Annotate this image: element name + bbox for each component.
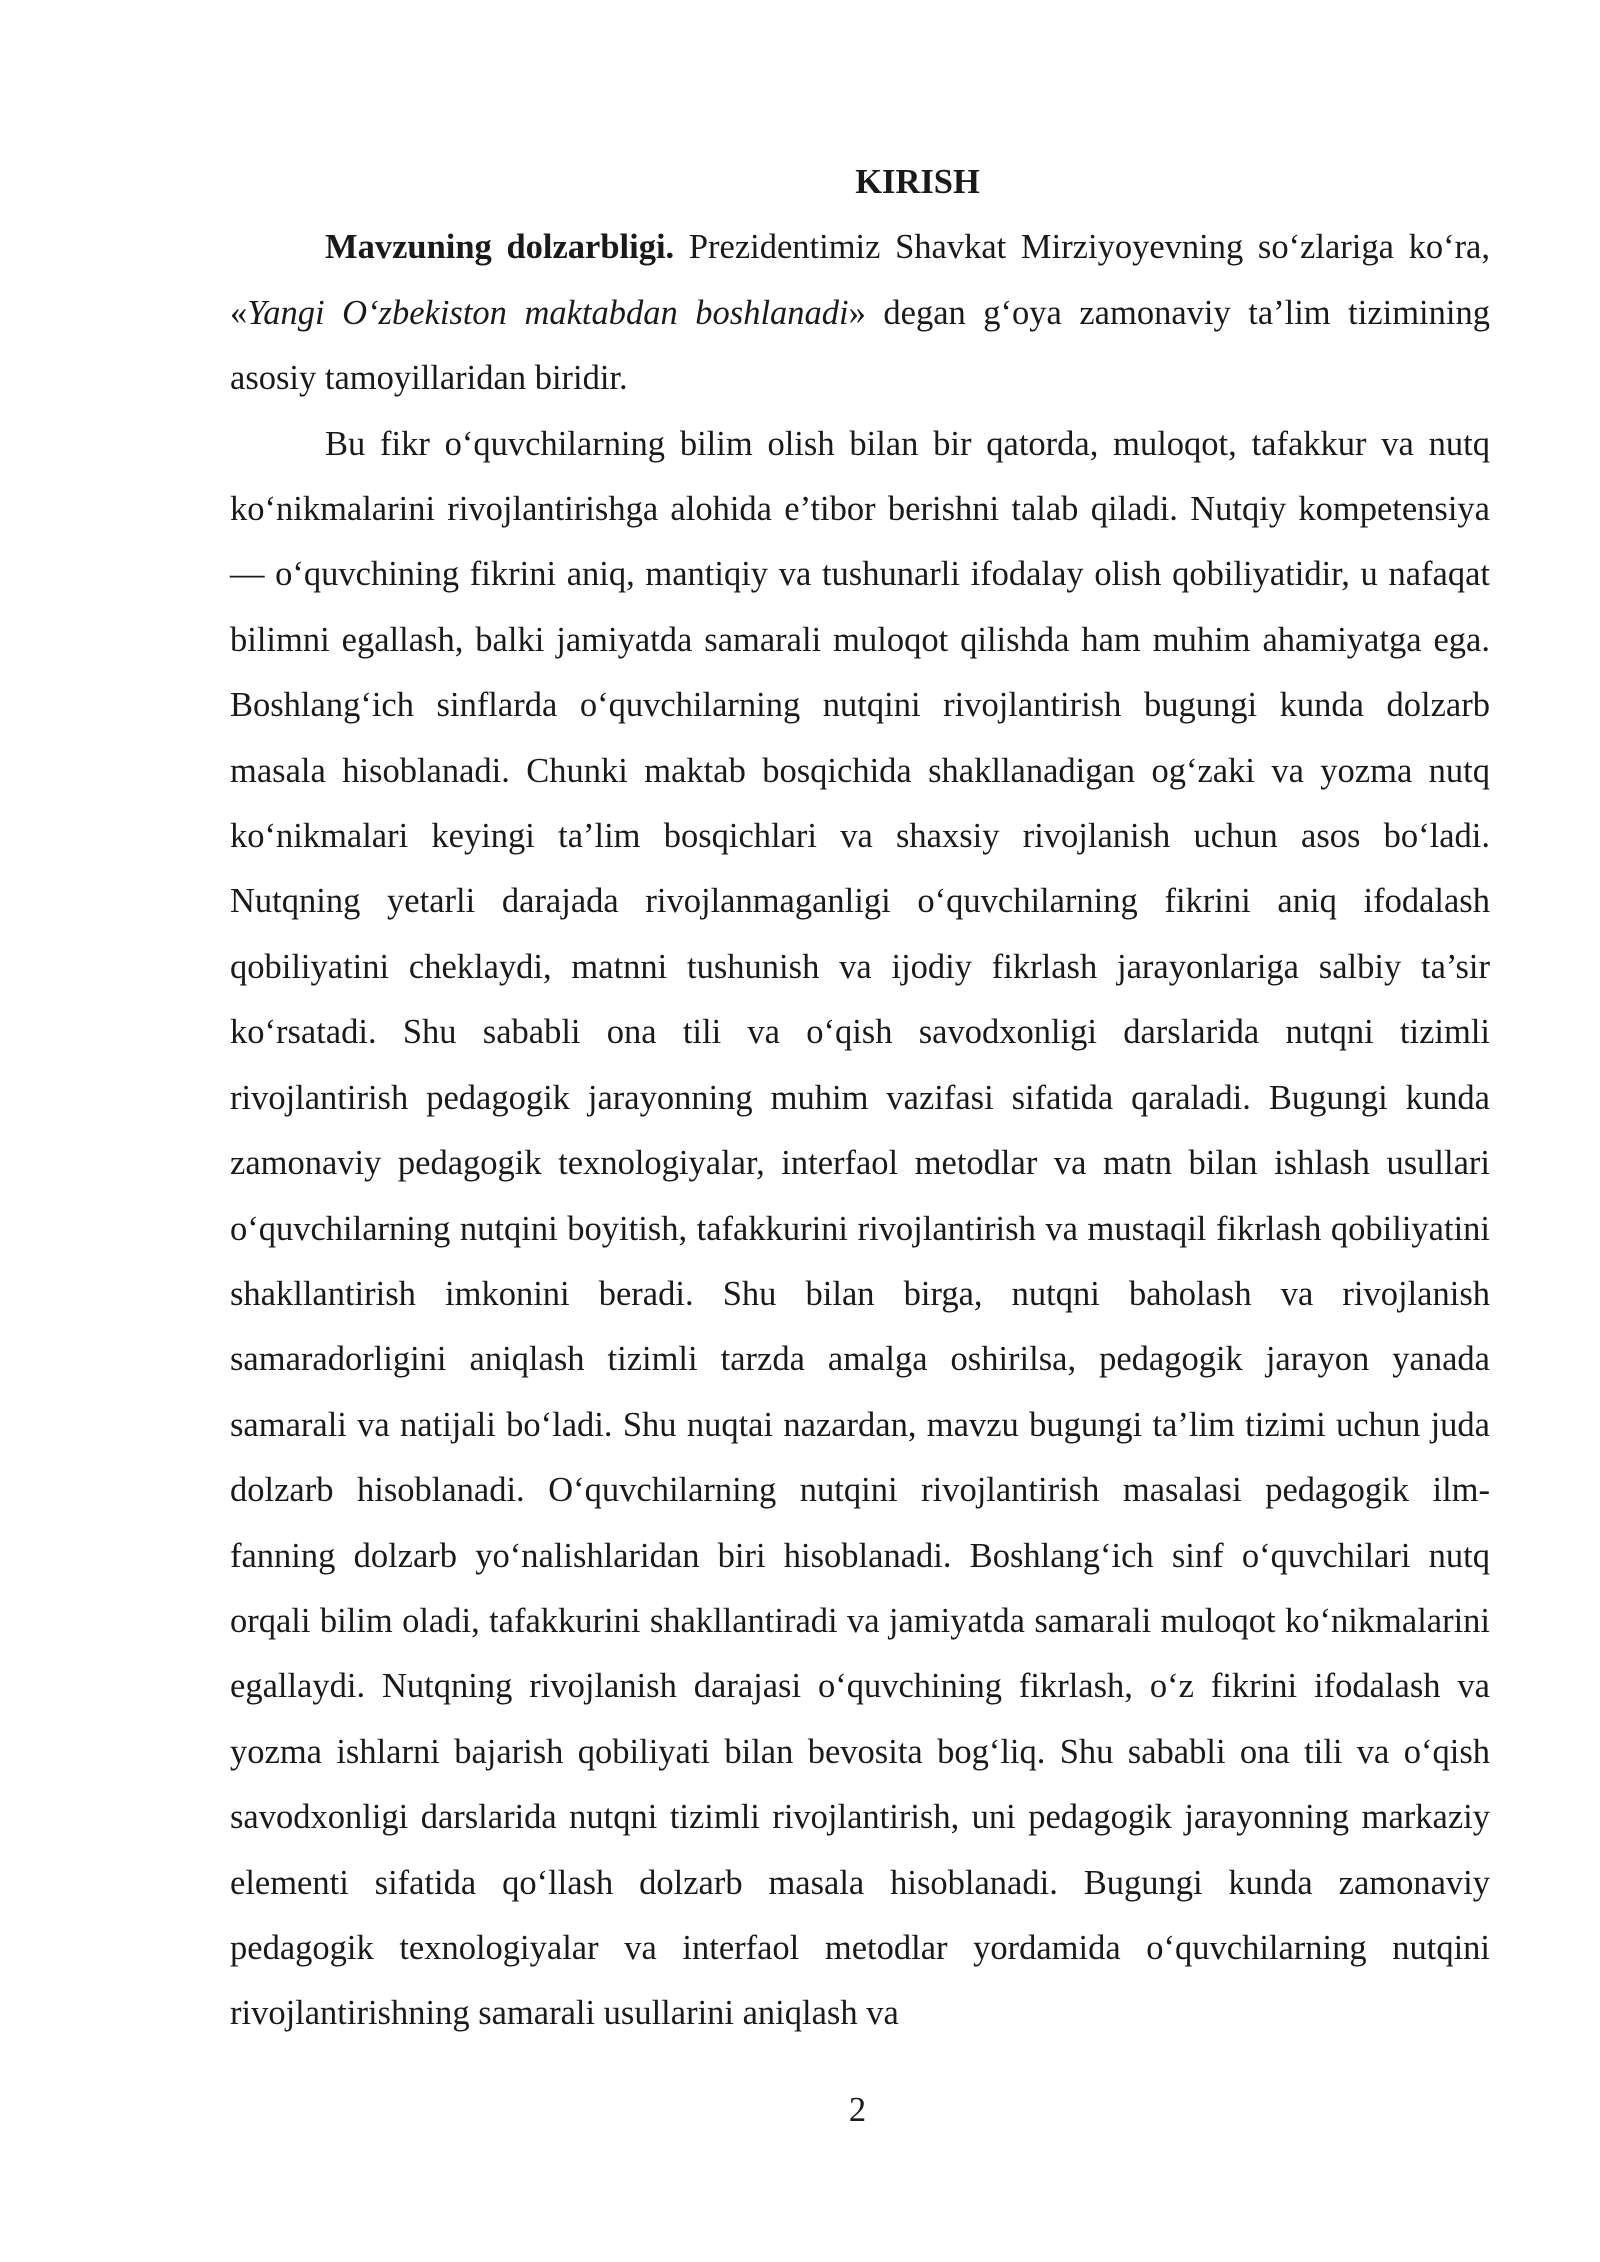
page-number: 2 xyxy=(848,2091,867,2129)
page-content xyxy=(230,150,1490,2047)
quoted-slogan: Yangi O‘zbekiston maktabdan boshlanadi xyxy=(247,293,849,332)
paragraph-relevance xyxy=(230,215,1490,411)
section-heading: KIRISH xyxy=(855,163,980,201)
paragraph-body: Bu fikr o‘quvchilarning bilim olish bilan bir qatorda, muloqot, tafakkur va nutq ko‘nikmalarini rivojlantirishga alohida e’tibor berishni talab qiladi. Nutqiy kompetensiya — o‘quvchining fikrini aniq, mantiqiy va tushunarli ifodalay olish qobiliyatidir, u nafaqat bilimni egallash, balki jamiyatda samarali muloqot qilishda ham muhim ahamiyatga ega. Boshlang‘ich sinflarda o‘quvchilarning nutqini rivojlantirish bugungi kunda dolzarb masala hisoblanadi. Chunki maktab bosqichida shakllanadigan og‘zaki va yozma nutq ko‘nikmalari keyingi ta’lim bosqichlari va shaxsiy rivojlanish uchun asos bo‘ladi. Nutqning yetarli darajada rivojlanmaganligi o‘quvchilarning fikrini aniq ifodalash qobiliyatini cheklaydi, matnni tushunish va ijodiy fikrlash jarayonlariga salbiy ta’sir ko‘rsatadi. Shu sababli ona tili va o‘qish savodxonligi darslarida nutqni tizimli rivojlantirish pedagogik jarayonning muhim vazifasi sifatida qaraladi. Bugungi kunda zamonaviy pedagogik texnologiyalar, interfaol metodlar va matn bilan ishlash usullari o‘quvchilarning nutqini boyitish, tafakkurini rivojlantirish va mustaqil fikrlash qobiliyatini shakllantirish imkonini beradi. Shu bilan birga, nutqni baholash va rivojlanish samaradorligini aniqlash tizimli tarzda amalga oshirilsa, pedagogik jarayon yanada samarali va natijali bo‘ladi. Shu nuqtai nazardan, mavzu bugungi ta’lim tizimi uchun juda dolzarb hisoblanadi. O‘quvchilarning nutqini rivojlantirish masalasi pedagogik ilm-fanning dolzarb yo‘nalishlaridan biri hisoblanadi. Boshlang‘ich sinf o‘quvchilari nutq orqali bilim oladi, tafakkurini shakllantiradi va jamiyatda samarali muloqot ko‘nikmalarini egallaydi. Nutqning rivojlanish darajasi o‘quvchining fikrlash, o‘z fikrini ifodalash va yozma ishlarni bajarish qobiliyati bilan bevosita bog‘liq. Shu sababli ona tili va o‘qish savodxonligi darslarida nutqni tizimli rivojlantirish, uni pedagogik jarayonning markaziy elementi sifatida qo‘llash dolzarb masala hisoblanadi. Bugungi kunda zamonaviy pedagogik texnologiyalar va interfaol metodlar yordamida o‘quvchilarning nutqini rivojlantirishning samarali usullarini aniqlash va xyxy=(230,424,1490,2033)
paragraph-text: Prezidentimiz Shavkat Mirziyoyevning so‘zlariga ko‘ra, « xyxy=(230,228,1490,332)
paragraph-lead-bold: Mavzuning dolzarbligi. xyxy=(325,228,675,267)
paragraph-text: » degan g‘oya zamonaviy ta’lim tizimining asosiy tamoyillaridan biridir. xyxy=(230,293,1490,398)
